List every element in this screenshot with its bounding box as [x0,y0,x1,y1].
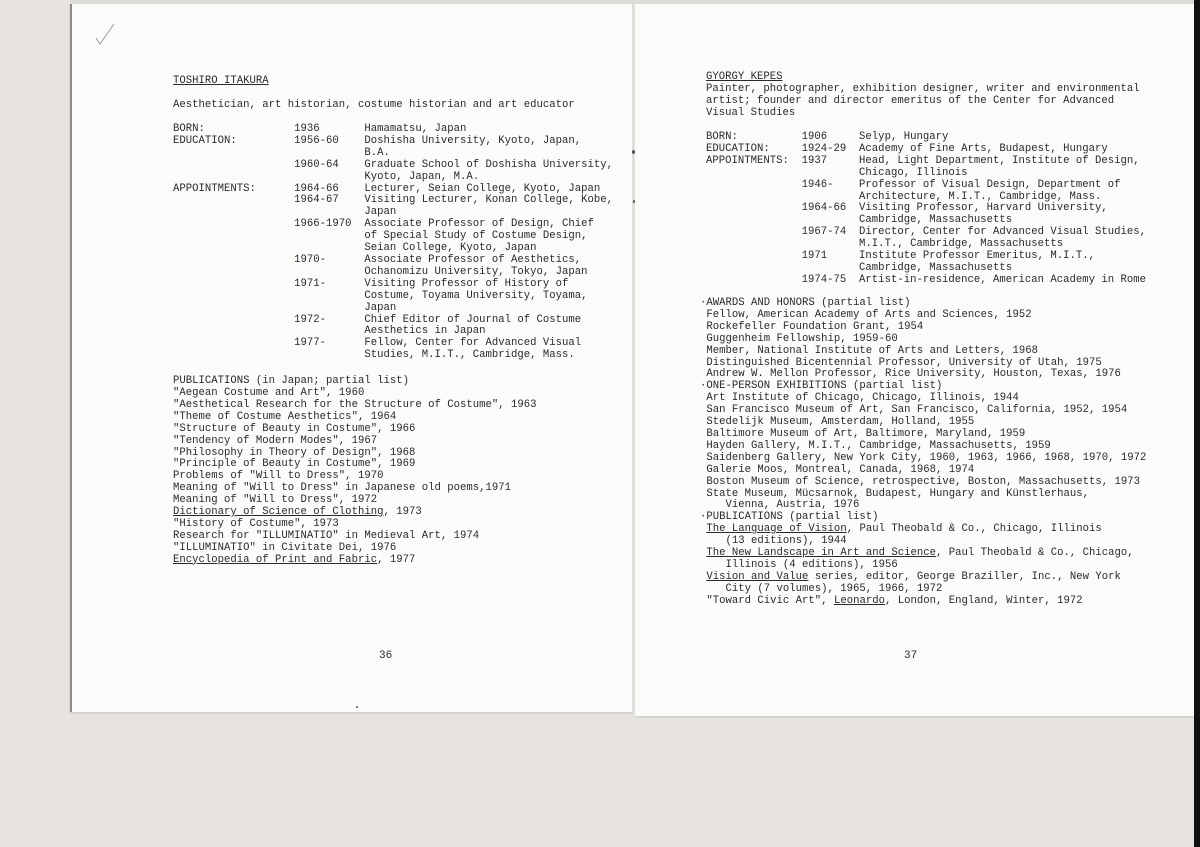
bio-line: 1966-1970 Associate Professor of Design, Chief [173,218,594,231]
line-rest: series, editor, George Braziller, Inc., New York [808,570,1121,583]
bio-line: Aesthetics in Japan [173,325,486,338]
paper-speck [356,706,358,708]
bio-line: BORN: 1906 Selyp, Hungary [706,131,949,143]
list-line: Hayden Gallery, M.I.T., Cambridge, Massachusetts, 1959 [700,439,1051,452]
publication-line: Problems of "Will to Dress", 1970 [173,470,384,483]
publication-line: "Aegean Costume and Art", 1960 [173,387,365,399]
page-right-edge [1194,0,1200,847]
bio-line: Ochanomizu University, Tokyo, Japan [173,265,588,278]
list-line: Distinguished Bicentennial Professor, University of Utah, 1975 [700,356,1102,369]
underlined-title: Dictionary of Science of Clothing [173,506,384,519]
line-rest: , Paul Theobald & Co., Chicago, Illinois [846,523,1102,536]
left-publications-list [173,388,537,567]
line-prefix: "Toward Civic Art", [700,594,834,607]
list-line: Galerie Moos, Montreal, Canada, 1968, 1974 [700,463,975,476]
description-line: Visual Studies [706,106,796,119]
left-page [70,4,635,712]
bio-line: 1967-74 Director, Center for Advanced Visual Studies, [706,226,1147,239]
publication-line: "ILLUMINATIO" in Civitate Dei, 1976 [173,541,397,554]
bio-line: EDUCATION: 1924-29 Academy of Fine Arts, Budapest, Hungary [706,142,1108,155]
underlined-title: Vision and Value [706,570,809,583]
bio-line: Cambridge, Massachusetts [706,261,1013,274]
line-rest: , London, England, Winter, 1972 [884,594,1083,607]
bio-line: 1971- Visiting Professor of History of [173,277,569,290]
right-bio-table [706,132,1146,287]
publication-line: "Principle of Beauty in Costume", 1969 [173,458,416,471]
bio-line: 1946- Professor of Visual Design, Department of [706,178,1121,191]
list-line: Andrew W. Mellon Professor, Rice University, Houston, Texas, 1976 [700,368,1121,381]
list-line: ·ONE-PERSON EXHIBITIONS (partial list) [700,380,943,393]
publication-line: "History of Costume", 1973 [173,517,339,530]
list-line: Member, National Institute of Arts and Letters, 1968 [700,344,1038,357]
bio-line: 1974-75 Artist-in-residence, American Academy in Rome [706,273,1147,286]
list-line: City (7 volumes), 1965, 1966, 1972 [700,582,943,595]
list-line: (13 editions), 1944 [700,535,847,548]
list-line: Stedelijk Museum, Amsterdam, Holland, 1955 [700,416,975,429]
bio-line: Japan [173,206,397,219]
bio-line: Costume, Toyama University, Toyama, [173,289,588,302]
right-lists [700,298,1146,608]
list-line: Illinois (4 editions), 1956 [700,558,898,571]
bio-line: 1970- Associate Professor of Aesthetics, [173,253,582,266]
publication-line: Meaning of "Will to Dress", 1972 [173,494,378,507]
underlined-title: The Language of Vision [706,523,847,536]
list-line: Guggenheim Fellowship, 1959-60 [700,332,898,345]
left-name-heading: TOSHIRO ITAKURA [173,75,269,87]
list-line: State Museum, Mücsarnok, Budapest, Hungary and Künstlerhaus, [700,487,1090,500]
bio-line: Architecture, M.I.T., Cambridge, Mass. [706,190,1102,203]
publication-line: "Philosophy in Theory of Design", 1968 [173,446,416,459]
list-line: Saidenberg Gallery, New York City, 1960, 1963, 1966, 1968, 1970, 1972 [700,451,1147,464]
publication-line: "Aesthetical Research for the Structure of Costume", 1963 [173,398,537,411]
list-line: ·PUBLICATIONS (partial list) [700,511,879,524]
bio-line: 1960-64 Graduate School of Doshisha University, [173,158,614,171]
bio-line: EDUCATION: 1956-60 Doshisha University, Kyoto, Japan, [173,134,582,147]
bio-line: Chicago, Illinois [706,166,968,179]
publication-line: "Theme of Costume Aesthetics", 1964 [173,410,397,423]
bio-line: APPOINTMENTS: 1937 Head, Light Department, Institute of Design, [706,154,1140,167]
bio-line: APPOINTMENTS: 1964-66 Lecturer, Seian College, Kyoto, Japan [173,182,601,195]
bio-line: Japan [173,301,397,314]
bio-line: 1964-67 Visiting Lecturer, Konan College, Kobe, [173,194,614,207]
right-page-number: 37 [904,650,918,662]
bio-line: 1971 Institute Professor Emeritus, M.I.T., [706,250,1096,263]
list-line: Baltimore Museum of Art, Baltimore, Maryland, 1959 [700,427,1026,440]
paper-speck [633,200,635,203]
description-line: artist; founder and director emeritus of the Center for Advanced [706,94,1115,107]
paper-speck [632,150,635,154]
list-line [700,596,1146,608]
list-line: Vienna, Austria, 1976 [700,499,860,512]
list-line: Fellow, American Academy of Arts and Sciences, 1952 [700,308,1032,321]
bio-line: Seian College, Kyoto, Japan [173,242,537,255]
publication-line: Research for "ILLUMINATIO" in Medieval Art, 1974 [173,529,480,542]
bio-line: Cambridge, Massachusetts [706,214,1013,227]
line-rest: , 1973 [383,506,422,519]
publication-line [173,555,537,567]
checkmark-icon [94,22,118,48]
left-description: Aesthetician, art historian, costume historian and art educator [173,99,575,111]
list-line: Art Institute of Chicago, Chicago, Illinois, 1944 [700,392,1019,405]
list-line: Rockefeller Foundation Grant, 1954 [700,320,924,333]
bio-line: BORN: 1936 Hamamatsu, Japan [173,123,467,135]
publication-line: "Structure of Beauty in Costume", 1966 [173,422,416,435]
line-rest: , Paul Theobald & Co., Chicago, [935,547,1134,560]
underlined-title: The New Landscape in Art and Science [706,547,936,560]
list-line: San Francisco Museum of Art, San Francisco, California, 1952, 1954 [700,404,1128,417]
list-line [700,572,1146,584]
bio-line: B.A. [173,146,390,159]
right-name-heading: GYORGY KEPES [706,71,783,83]
underlined-title: Leonardo [833,594,885,607]
bio-line: M.I.T., Cambridge, Massachusetts [706,238,1064,251]
publication-line: "Tendency of Modern Modes", 1967 [173,434,378,447]
right-page [635,4,1195,716]
left-publications-heading: PUBLICATIONS (in Japan; partial list) [173,375,409,387]
left-bio-table [173,124,613,362]
underlined-title: Encyclopedia of Print and Fabric [173,553,378,566]
bio-line: Kyoto, Japan, M.A. [173,170,480,183]
line-rest: , 1977 [377,553,416,566]
list-line: Boston Museum of Science, retrospective, Boston, Massachusetts, 1973 [700,475,1141,488]
bio-line: 1972- Chief Editor of Journal of Costume [173,313,582,326]
list-line: ·AWARDS AND HONORS (partial list) [700,297,911,309]
description-line: Painter, photographer, exhibition designer, writer and environmental [706,83,1140,95]
bio-line: Studies, M.I.T., Cambridge, Mass. [173,349,575,362]
bio-line: 1977- Fellow, Center for Advanced Visual [173,337,582,350]
left-page-number: 36 [379,650,393,662]
right-description [706,84,1140,120]
publication-line: Meaning of "Will to Dress" in Japanese old poems,1971 [173,482,511,495]
bio-line: of Special Study of Costume Design, [173,230,588,243]
bio-line: 1964-66 Visiting Professor, Harvard University, [706,202,1108,215]
